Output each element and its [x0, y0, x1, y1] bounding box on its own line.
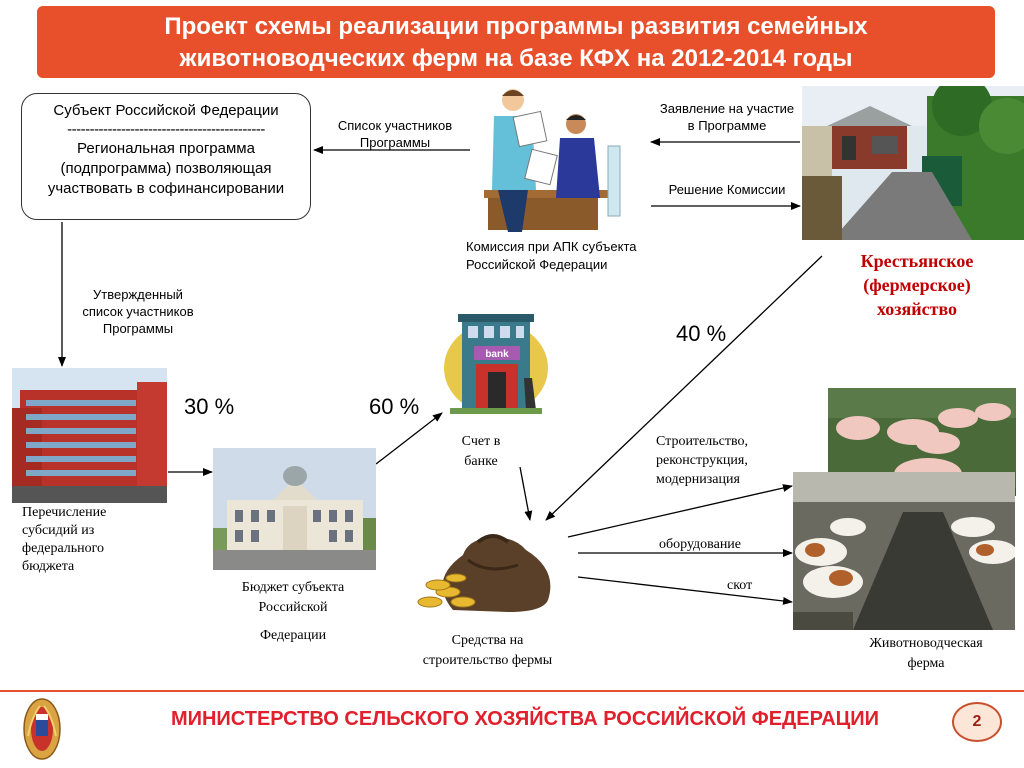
participants-list-line-2: Программы: [359, 135, 431, 150]
federal-transfer-line-4: бюджета: [22, 559, 75, 574]
commission-line-1: Комиссия при АПК субъекта: [466, 239, 637, 254]
money-bag-clipart: [408, 520, 568, 615]
livestock-farm-line-2: ферма: [907, 656, 945, 671]
percent-40: 40 %: [676, 321, 727, 346]
peasant-farm-label: [832, 249, 1002, 321]
construction-label: [656, 432, 796, 489]
percent-30: 30 %: [184, 394, 235, 419]
page-number-badge: 2: [952, 702, 1002, 742]
percent-60: 60 %: [369, 394, 420, 419]
construction-line-3: модернизация: [656, 472, 740, 487]
wheat-emblem-icon: [22, 696, 62, 762]
ministry-footer-text: МИНИСТЕРСТВО СЕЛЬСКОГО ХОЗЯЙСТВА РОССИЙСКОЙ ФЕДЕРАЦИИ: [170, 708, 880, 730]
federal-transfer-label: [22, 504, 172, 576]
participants-list-line-1: Список участников: [337, 118, 453, 133]
equipment-label: оборудование: [659, 537, 742, 552]
application-line-1: Заявление на участие: [659, 101, 795, 116]
regional-budget-line-3: Федерации: [259, 628, 327, 643]
arrow-funds-to-livestock: [578, 577, 792, 602]
approved-list-label: [68, 286, 208, 337]
approved-list-line-1: Утвержденный: [93, 287, 183, 302]
application-line-2: в Программе: [687, 118, 767, 133]
participants-list-label: [325, 117, 465, 151]
federal-transfer-line-3: федерального: [22, 541, 105, 556]
bank-clipart: [440, 308, 552, 416]
arrow-region-to-bank: [376, 413, 442, 464]
livestock-farm-label: [846, 634, 1006, 674]
subject-divider: --------------------------------------------: [67, 121, 265, 138]
commission-label: [466, 238, 666, 274]
farm-funds-label: [400, 631, 575, 671]
farm-gate-photo: [802, 86, 1024, 240]
commission-line-2: Российской Федерации: [466, 257, 608, 272]
commission-decision-label: Решение Комиссии: [668, 182, 786, 197]
approved-list-line-3: Программы: [102, 321, 174, 336]
federal-transfer-line-2: субсидий из: [22, 523, 95, 538]
footer-divider: [0, 690, 1024, 692]
title-line-2: животноводческих ферм на базе КФХ на 2012-2014 годы: [179, 45, 853, 72]
peasant-farm-line-1: Крестьянское: [860, 251, 974, 271]
regional-budget-line-1: Бюджет субъекта: [241, 580, 345, 595]
subject-federation-box: [21, 93, 311, 220]
commission-clipart: [468, 86, 638, 234]
construction-line-2: реконструкция,: [656, 453, 748, 468]
regional-budget-line-2: Российской: [258, 600, 328, 615]
construction-line-1: Строительство,: [656, 434, 748, 449]
peasant-farm-line-2: (фермерское): [863, 275, 971, 295]
subject-line-2: Региональная программа: [77, 140, 255, 157]
ministry-building-photo: [12, 368, 167, 503]
federal-transfer-line-1: Перечисление: [22, 505, 107, 520]
livestock-label: скот: [727, 578, 753, 593]
subject-line-3: (подпрограмма) позволяющая: [60, 160, 272, 177]
bank-account-label: [441, 432, 521, 472]
farm-funds-line-1: Средства на: [451, 633, 524, 648]
cows-photo: [793, 472, 1015, 630]
farm-funds-line-2: строительство фермы: [422, 653, 553, 668]
arrow-bank-to-funds: [520, 467, 530, 520]
peasant-farm-line-3: хозяйство: [876, 299, 958, 319]
subject-title: Субъект Российской Федерации: [53, 102, 279, 119]
arrow-funds-to-construction: [568, 486, 792, 537]
regional-building-photo: [213, 448, 376, 570]
subject-line-4: участвовать в софинансировании: [47, 180, 285, 197]
regional-budget-label: [218, 578, 368, 646]
bank-sign-text: bank: [485, 349, 509, 360]
application-label: [652, 100, 802, 134]
bank-account-line-1: Счет в: [461, 434, 501, 449]
bank-account-line-2: банке: [464, 454, 498, 469]
title-line-1: Проект схемы реализации программы развития семейных: [164, 13, 868, 40]
approved-list-line-2: список участников: [82, 304, 194, 319]
livestock-farm-line-1: Животноводческая: [869, 636, 983, 651]
